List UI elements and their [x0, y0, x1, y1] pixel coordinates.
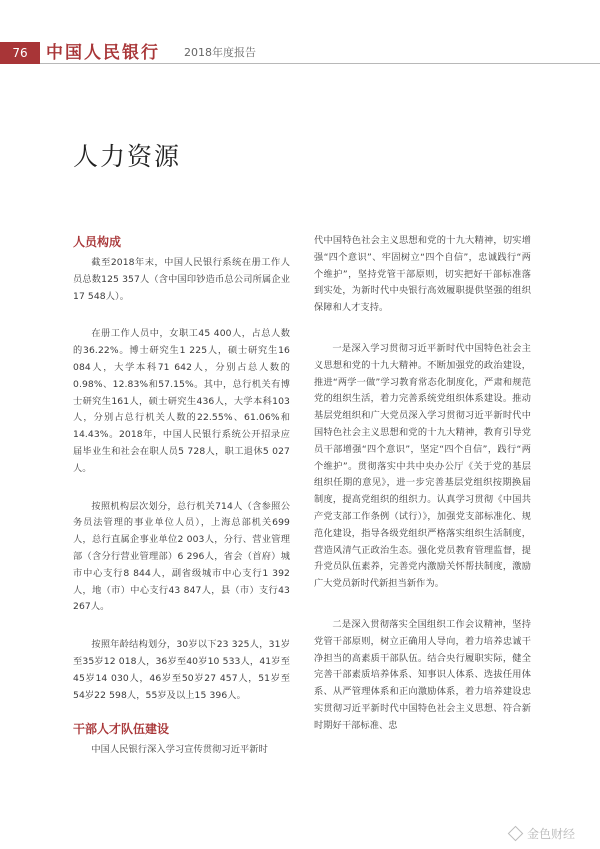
pboc-logo-text: 中国人民银行 [46, 43, 160, 63]
page-number: 76 [0, 42, 40, 64]
paragraph: 截至2018年末，中国人民银行系统在册工作人员总数125 357人（含中国印钞造币总公司所属企业17 548人）。 [73, 257, 290, 302]
watermark-logo-icon [508, 826, 524, 842]
paragraph: 二是深入贯彻落实全国组织工作会议精神，坚持党管干部原则，树立正确用人导向，着力培养忠诚干净担当的高素质干部队伍。结合央行履职实际，健全完善干部素质培养体系、知事识人体系、选拔任用体系、从严管理体系和正向激励体系，着力培养建设忠实贯彻习近平新时代中国特色社会主义思想、符合新时期好干部标准、忠 [314, 618, 531, 731]
paragraph: 在册工作人员中，女职工45 400人，占总人数的36.22%。博士研究生1 225人，硕士研究生16 084人，大学本科71 642人，分别占总人数的0.98%、12.83%和57.15%。其中，总行机关有博士研究生161人，硕士研究生436人，大学本科103人，分别占总行机关人数的22.55%、61.06%和14.43%。2018年，中国人民银行系统公开招录应届毕业生和社会在职人员5 728人，职工退休5 027人。 [73, 328, 290, 474]
paragraph: 代中国特色社会主义思想和党的十九大精神，切实增强“四个意识”、牢固树立“四个自信”，忠诚践行“两个维护”，坚持党管干部原则，切实把好干部标准落到实处，为新时代中央银行高效履职提供坚强的组织保障和人才支持。 [314, 235, 531, 314]
left-column [73, 233, 290, 759]
paragraph: 中国人民银行深入学习宣传贯彻习近平新时 [91, 744, 268, 756]
section-heading-cadre-team: 干部人才队伍建设 [73, 722, 170, 737]
page-title: 人力资源 [73, 142, 182, 171]
header-divider [40, 63, 600, 64]
paragraph: 一是深入学习贯彻习近平新时代中国特色社会主义思想和党的十九大精神。不断加强党的政治建设，推进“两学一做”学习教育常态化制度化，严肃和规范党的组织生活，着力完善系统党组织体系建设。推动基层党组织和广大党员深入学习贯彻习近平新时代中国特色社会主义思想和党的十九大精神，教育引导党员干部增强“四个意识”，坚定“四个自信”，践行“两个维护”。贯彻落实中共中央办公厅《关于党的基层组织任期的意见》，进一步完善基层党组织按期换届制度，提高党组织的组织力。认真学习贯彻《中国共产党支部工作条例（试行）》，加强党支部标准化、规范化建设，指导各级党组织严格落实组织生活制度，营造风清气正政治生态。强化党员教育管理监督，提升党员队伍素养，完善党内激励关怀帮扶制度，激励广大党员新时代新担当新作为。 [314, 342, 531, 590]
paragraph: 按照机构层次划分，总行机关714人（含参照公务员法管理的事业单位人员），上海总部机关699人，总行直属企事业单位2 003人，分行、营业管理部（含分行营业管理部）6 296人，省会（首府）城市中心支行8 844人，副省级城市中心支行1 392人，地（市）中心支行43 847人，县（市）支行43 267人。 [73, 500, 290, 613]
right-column [314, 233, 531, 735]
page-header [0, 42, 600, 64]
section-heading-staff-composition: 人员构成 [73, 235, 122, 249]
report-name: 2018年度报告 [184, 46, 256, 59]
watermark [510, 825, 575, 842]
watermark-text: 金色财经 [527, 827, 576, 841]
paragraph: 按照年龄结构划分，30岁以下23 325人，31岁至35岁12 018人，36岁至40岁10 533人，41岁至45岁14 030人，46岁至50岁27 457人，51岁至54岁22 598人，55岁及以上15 396人。 [73, 639, 290, 701]
